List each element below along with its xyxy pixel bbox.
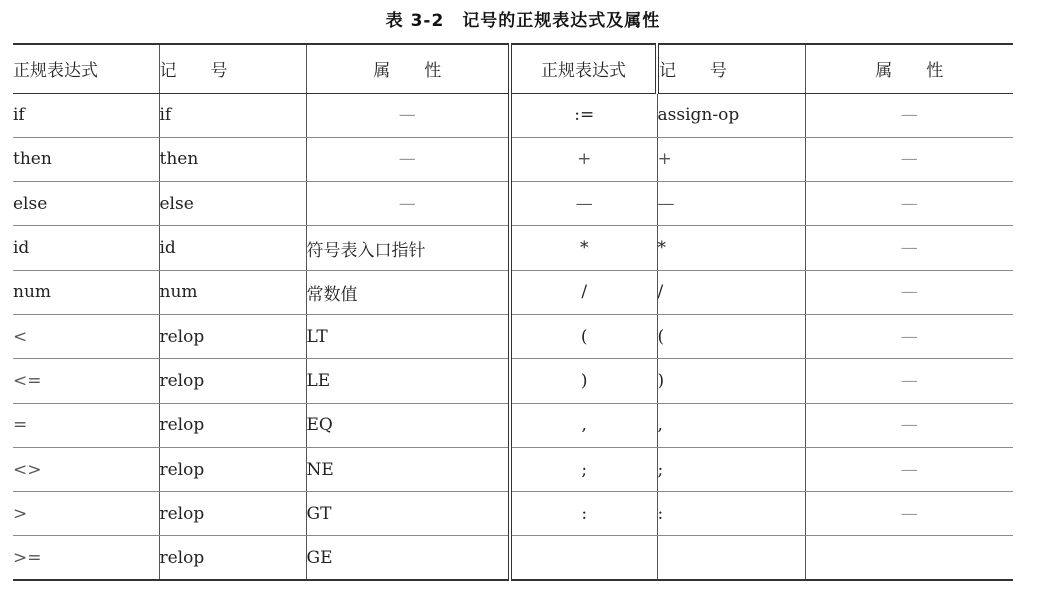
cell-attribute: —	[805, 93, 1013, 137]
cell-regex: if	[13, 93, 159, 137]
header-regex-left: 正规表达式	[13, 44, 159, 93]
table-row	[13, 359, 1013, 403]
cell-attribute: —	[306, 182, 510, 226]
cell-token: id	[159, 226, 306, 270]
cell-token: then	[159, 137, 306, 181]
cell-token: —	[657, 182, 805, 226]
cell-attribute: 符号表入口指针	[306, 226, 510, 270]
cell-regex: <	[13, 314, 159, 358]
cell-attribute: —	[805, 447, 1013, 491]
header-attribute-left: 属 性	[306, 44, 510, 93]
cell-token: relop	[159, 359, 306, 403]
cell-attribute: NE	[306, 447, 510, 491]
cell-token: else	[159, 182, 306, 226]
header-row	[13, 44, 1013, 93]
table-caption	[0, 6, 1046, 31]
cell-token: ;	[657, 447, 805, 491]
cell-token: num	[159, 270, 306, 314]
cell-attribute: —	[805, 226, 1013, 270]
table-row	[13, 226, 1013, 270]
cell-attribute: —	[306, 137, 510, 181]
cell-token: relop	[159, 314, 306, 358]
cell-regex: <=	[13, 359, 159, 403]
cell-attribute: —	[805, 270, 1013, 314]
table-row	[13, 93, 1013, 137]
cell-attribute: 常数值	[306, 270, 510, 314]
cell-attribute: —	[805, 359, 1013, 403]
table-row	[13, 137, 1013, 181]
cell-token: if	[159, 93, 306, 137]
cell-regex: (	[510, 314, 657, 358]
cell-regex: =	[13, 403, 159, 447]
cell-token: assign-op	[657, 93, 805, 137]
cell-regex: <>	[13, 447, 159, 491]
table-row	[13, 403, 1013, 447]
cell-attribute: —	[805, 492, 1013, 536]
cell-attribute: GT	[306, 492, 510, 536]
cell-token: *	[657, 226, 805, 270]
table-title: 记号的正规表达式及属性	[462, 11, 661, 31]
cell-token: relop	[159, 492, 306, 536]
cell-regex: >	[13, 492, 159, 536]
cell-attribute: —	[805, 182, 1013, 226]
cell-attribute: —	[805, 137, 1013, 181]
cell-token: ,	[657, 403, 805, 447]
cell-regex	[510, 536, 657, 580]
cell-regex: )	[510, 359, 657, 403]
header-regex-right: 正规表达式	[510, 44, 657, 93]
token-table	[13, 43, 1013, 581]
cell-regex: /	[510, 270, 657, 314]
cell-regex: ;	[510, 447, 657, 491]
cell-regex: then	[13, 137, 159, 181]
cell-token: :	[657, 492, 805, 536]
cell-regex: num	[13, 270, 159, 314]
table-row	[13, 314, 1013, 358]
table-number: 表 3-2	[385, 11, 445, 31]
cell-regex: +	[510, 137, 657, 181]
cell-token: relop	[159, 536, 306, 580]
header-token-right: 记 号	[657, 44, 805, 93]
cell-attribute: —	[306, 93, 510, 137]
table-row	[13, 447, 1013, 491]
table-row	[13, 270, 1013, 314]
cell-attribute: —	[805, 314, 1013, 358]
cell-attribute	[805, 536, 1013, 580]
table-row	[13, 536, 1013, 580]
cell-token: +	[657, 137, 805, 181]
cell-regex: >=	[13, 536, 159, 580]
cell-attribute: LE	[306, 359, 510, 403]
cell-regex: —	[510, 182, 657, 226]
header-token-left: 记 号	[159, 44, 306, 93]
cell-regex: id	[13, 226, 159, 270]
cell-attribute: EQ	[306, 403, 510, 447]
cell-regex: *	[510, 226, 657, 270]
table-row	[13, 492, 1013, 536]
cell-regex: :	[510, 492, 657, 536]
cell-attribute: —	[805, 403, 1013, 447]
cell-token: (	[657, 314, 805, 358]
cell-regex: else	[13, 182, 159, 226]
cell-token: /	[657, 270, 805, 314]
header-attribute-right: 属 性	[805, 44, 1013, 93]
cell-attribute: LT	[306, 314, 510, 358]
cell-token: )	[657, 359, 805, 403]
table-row	[13, 182, 1013, 226]
cell-regex: ,	[510, 403, 657, 447]
cell-regex: :=	[510, 93, 657, 137]
cell-token	[657, 536, 805, 580]
cell-token: relop	[159, 403, 306, 447]
cell-attribute: GE	[306, 536, 510, 580]
cell-token: relop	[159, 447, 306, 491]
